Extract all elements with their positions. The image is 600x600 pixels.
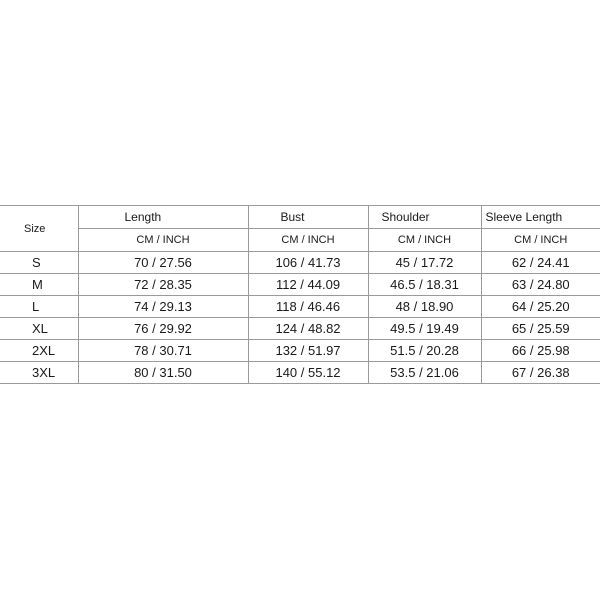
shoulder-cell: 51.5 / 20.28: [368, 340, 481, 362]
bust-cell: 112 / 44.09: [248, 274, 368, 296]
size-cell: XL: [0, 318, 78, 340]
table-row: [0, 340, 600, 362]
size-cell: M: [0, 274, 78, 296]
length-cell: 76 / 29.92: [78, 318, 248, 340]
length-cell: 80 / 31.50: [78, 362, 248, 384]
bust-cell: 132 / 51.97: [248, 340, 368, 362]
length-cell: 78 / 30.71: [78, 340, 248, 362]
size-chart-table: [0, 205, 600, 384]
sleeve-unit-label: CM / INCH: [481, 229, 600, 252]
length-cell: 74 / 29.13: [78, 296, 248, 318]
sleeve-cell: 66 / 25.98: [481, 340, 600, 362]
table-row: [0, 252, 600, 274]
shoulder-cell: 45 / 17.72: [368, 252, 481, 274]
length-unit-label: CM / INCH: [78, 229, 248, 252]
size-cell: S: [0, 252, 78, 274]
table-row: [0, 274, 600, 296]
sleeve-cell: 62 / 24.41: [481, 252, 600, 274]
table-row: [0, 362, 600, 384]
size-cell: 3XL: [0, 362, 78, 384]
length-cell: 70 / 27.56: [78, 252, 248, 274]
shoulder-column-header: Shoulder: [368, 206, 481, 229]
sleeve-cell: 65 / 25.59: [481, 318, 600, 340]
sleeve-length-column-header: Sleeve Length: [481, 206, 600, 229]
table-row: [0, 296, 600, 318]
sleeve-cell: 63 / 24.80: [481, 274, 600, 296]
shoulder-cell: 49.5 / 19.49: [368, 318, 481, 340]
size-cell: L: [0, 296, 78, 318]
size-column-header: Size: [0, 206, 78, 252]
table-row: [0, 318, 600, 340]
bust-cell: 124 / 48.82: [248, 318, 368, 340]
length-column-header: Length: [78, 206, 248, 229]
shoulder-cell: 53.5 / 21.06: [368, 362, 481, 384]
bust-cell: 118 / 46.46: [248, 296, 368, 318]
shoulder-cell: 46.5 / 18.31: [368, 274, 481, 296]
unit-row: [0, 229, 600, 252]
size-cell: 2XL: [0, 340, 78, 362]
sleeve-cell: 67 / 26.38: [481, 362, 600, 384]
bust-cell: 140 / 55.12: [248, 362, 368, 384]
bust-cell: 106 / 41.73: [248, 252, 368, 274]
bust-unit-label: CM / INCH: [248, 229, 368, 252]
length-cell: 72 / 28.35: [78, 274, 248, 296]
sleeve-cell: 64 / 25.20: [481, 296, 600, 318]
shoulder-unit-label: CM / INCH: [368, 229, 481, 252]
shoulder-cell: 48 / 18.90: [368, 296, 481, 318]
header-row: [0, 206, 600, 229]
bust-column-header: Bust: [248, 206, 368, 229]
